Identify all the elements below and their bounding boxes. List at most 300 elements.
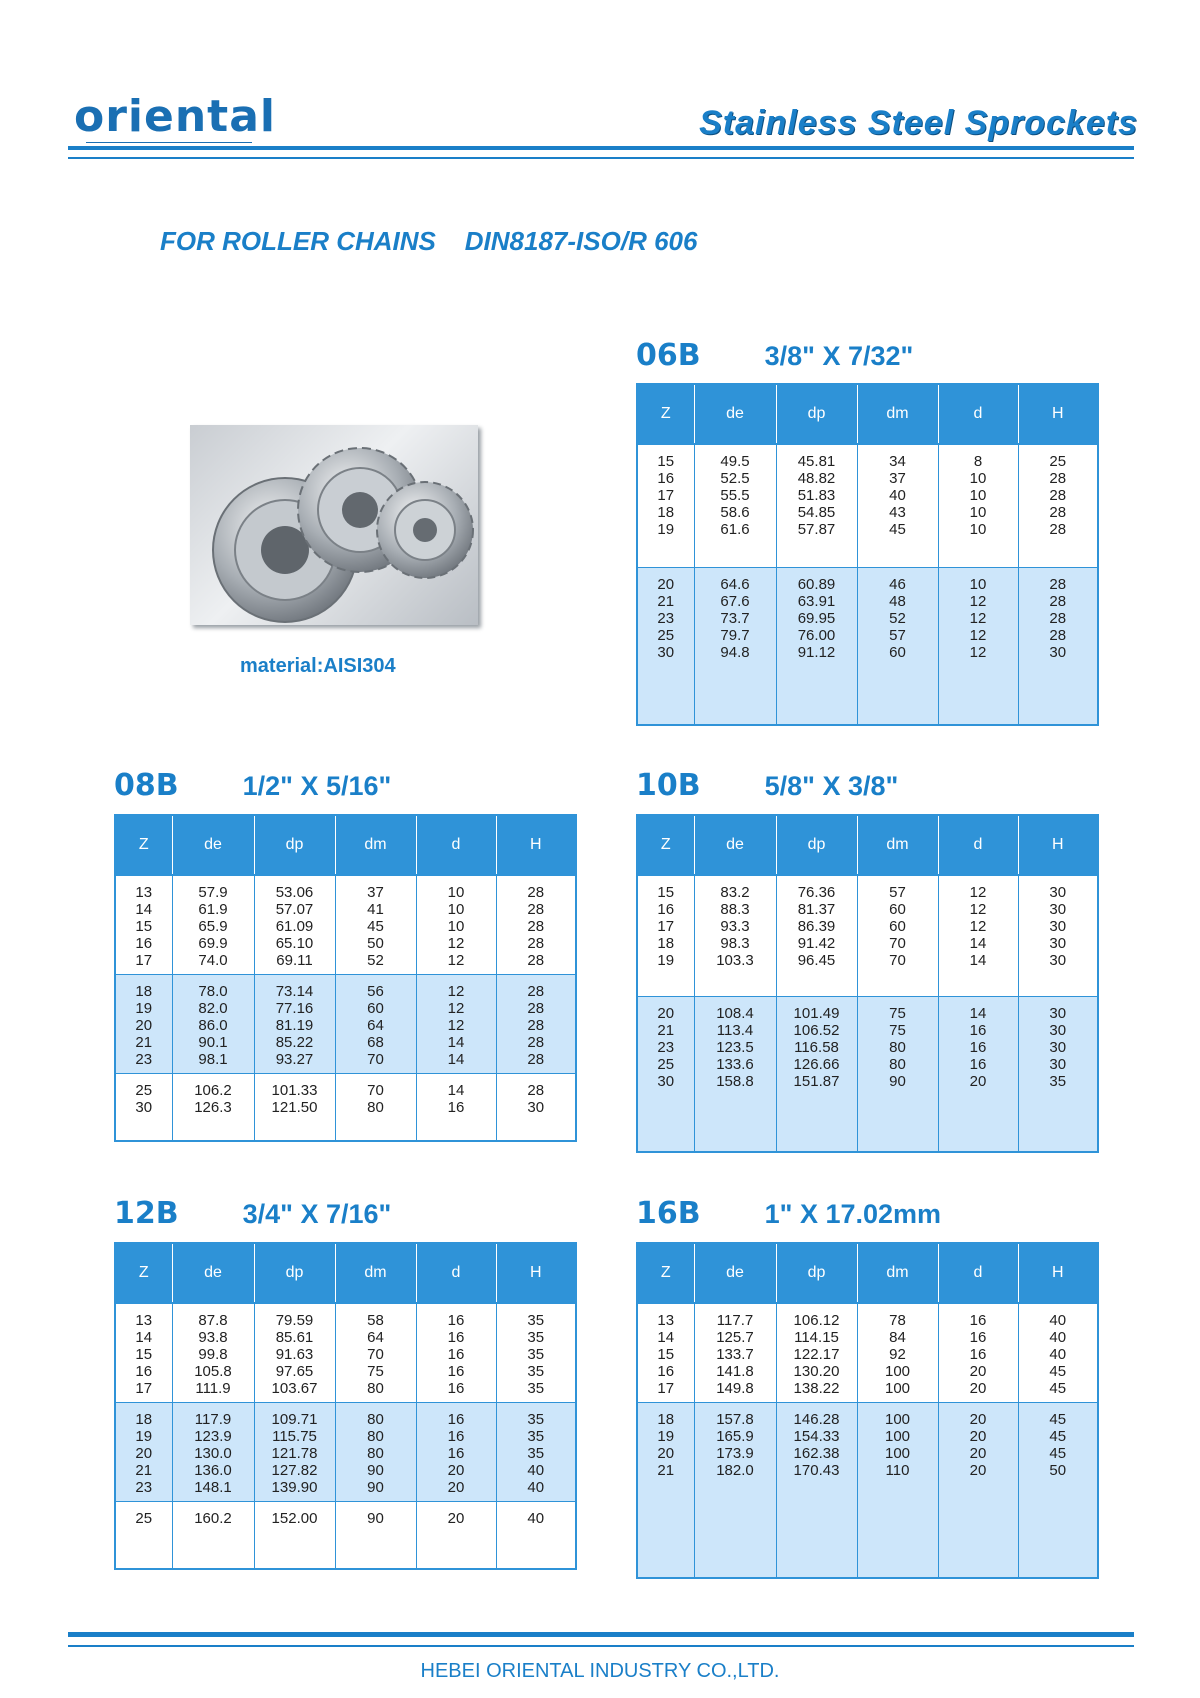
column-cell-dm bbox=[335, 1502, 416, 1570]
cell-value: 40 bbox=[1049, 1346, 1067, 1363]
cell-value: 105.8 bbox=[194, 1363, 232, 1380]
cell-value: 30 bbox=[1049, 1022, 1067, 1039]
cell-value: 16 bbox=[447, 1428, 465, 1445]
cell-value: 30 bbox=[1049, 1056, 1067, 1073]
cell-value: 19 bbox=[657, 521, 675, 538]
column-cell-de bbox=[694, 875, 776, 997]
cell-value: 37 bbox=[889, 470, 906, 487]
column-header: dm bbox=[335, 815, 416, 875]
cell-value: 93.3 bbox=[720, 918, 750, 935]
table-row-group bbox=[637, 568, 1098, 726]
cell-value: 10 bbox=[447, 918, 465, 935]
cell-value: 83.2 bbox=[720, 884, 750, 901]
cell-value: 20 bbox=[969, 1428, 987, 1445]
cell-value: 73.7 bbox=[720, 610, 750, 627]
cell-value: 23 bbox=[135, 1051, 153, 1068]
column-header: de bbox=[172, 815, 254, 875]
cell-value: 45.81 bbox=[797, 453, 836, 470]
cell-value: 43 bbox=[889, 504, 906, 521]
cell-value: 16 bbox=[447, 1312, 465, 1329]
cell-value: 100 bbox=[884, 1445, 911, 1462]
cell-value: 130.0 bbox=[194, 1445, 232, 1462]
chain-code: 16B bbox=[636, 1196, 701, 1231]
cell-value: 51.83 bbox=[797, 487, 836, 504]
cell-value: 45 bbox=[1049, 1411, 1067, 1428]
cell-value: 28 bbox=[527, 983, 545, 1000]
cell-value: 30 bbox=[1049, 1005, 1067, 1022]
cell-value: 35 bbox=[527, 1380, 545, 1397]
column-header: d bbox=[416, 1243, 496, 1303]
cell-value: 158.8 bbox=[716, 1073, 754, 1090]
section-heading-16b bbox=[636, 1196, 941, 1231]
cell-value: 125.7 bbox=[716, 1329, 754, 1346]
cell-value: 12 bbox=[969, 918, 987, 935]
column-cell-h bbox=[496, 875, 576, 975]
chain-code: 12B bbox=[114, 1196, 179, 1231]
column-header: dm bbox=[335, 1243, 416, 1303]
cell-value: 60 bbox=[889, 644, 906, 661]
cell-value: 14 bbox=[969, 1005, 987, 1022]
cell-value: 20 bbox=[135, 1017, 153, 1034]
cell-value: 16 bbox=[447, 1099, 465, 1116]
cell-value: 81.19 bbox=[275, 1017, 314, 1034]
cell-value: 40 bbox=[527, 1510, 545, 1527]
cell-value: 16 bbox=[969, 1346, 987, 1363]
cell-value: 30 bbox=[527, 1099, 545, 1116]
cell-value: 154.33 bbox=[793, 1428, 840, 1445]
cell-value: 92 bbox=[889, 1346, 906, 1363]
column-cell-dm bbox=[857, 1403, 938, 1579]
cell-value: 160.2 bbox=[194, 1510, 232, 1527]
cell-value: 12 bbox=[969, 593, 987, 610]
cell-value: 117.9 bbox=[194, 1411, 232, 1428]
cell-value: 14 bbox=[135, 901, 153, 918]
cell-value: 12 bbox=[969, 884, 987, 901]
cell-value: 60.89 bbox=[797, 576, 836, 593]
chain-code: 08B bbox=[114, 768, 179, 803]
logo-text: oriental bbox=[74, 91, 276, 142]
cell-value: 20 bbox=[969, 1380, 987, 1397]
cell-value: 182.0 bbox=[716, 1462, 754, 1479]
cell-value: 91.42 bbox=[797, 935, 836, 952]
cell-value: 17 bbox=[657, 487, 675, 504]
column-cell-z bbox=[637, 444, 694, 568]
cell-value: 173.9 bbox=[716, 1445, 754, 1462]
cell-value: 79.59 bbox=[275, 1312, 314, 1329]
cell-value: 19 bbox=[657, 1428, 675, 1445]
cell-value: 48.82 bbox=[797, 470, 836, 487]
cell-value: 28 bbox=[527, 1000, 545, 1017]
column-cell-d bbox=[416, 875, 496, 975]
cell-value: 100 bbox=[884, 1411, 911, 1428]
cell-value: 64 bbox=[367, 1017, 384, 1034]
cell-value: 139.90 bbox=[271, 1479, 318, 1496]
cell-value: 48 bbox=[889, 593, 906, 610]
cell-value: 152.00 bbox=[271, 1510, 318, 1527]
cell-value: 90 bbox=[367, 1479, 384, 1496]
cell-value: 16 bbox=[969, 1056, 987, 1073]
cell-value: 162.38 bbox=[793, 1445, 840, 1462]
cell-value: 98.3 bbox=[720, 935, 750, 952]
column-cell-dp bbox=[776, 568, 857, 726]
cell-value: 19 bbox=[657, 952, 675, 969]
cell-value: 86.39 bbox=[797, 918, 836, 935]
cell-value: 80 bbox=[889, 1056, 906, 1073]
cell-value: 16 bbox=[969, 1022, 987, 1039]
column-cell-h bbox=[496, 1074, 576, 1142]
column-header: dm bbox=[857, 815, 938, 875]
cell-value: 138.22 bbox=[793, 1380, 840, 1397]
column-cell-h bbox=[1018, 1403, 1098, 1579]
column-cell-dp bbox=[776, 1403, 857, 1579]
cell-value: 117.7 bbox=[716, 1312, 754, 1329]
cell-value: 30 bbox=[1049, 884, 1067, 901]
cell-value: 28 bbox=[527, 1017, 545, 1034]
cell-value: 100 bbox=[884, 1363, 911, 1380]
column-header: de bbox=[694, 1243, 776, 1303]
column-cell-h bbox=[496, 1502, 576, 1570]
cell-value: 75 bbox=[889, 1022, 906, 1039]
column-cell-de bbox=[172, 975, 254, 1074]
cell-value: 100 bbox=[884, 1380, 911, 1397]
table-row-group bbox=[115, 1074, 576, 1142]
cell-value: 91.63 bbox=[275, 1346, 314, 1363]
cell-value: 115.75 bbox=[272, 1428, 317, 1445]
cell-value: 23 bbox=[657, 1039, 675, 1056]
column-header: d bbox=[416, 815, 496, 875]
cell-value: 20 bbox=[969, 1363, 987, 1380]
cell-value: 70 bbox=[889, 935, 906, 952]
cell-value: 16 bbox=[447, 1445, 465, 1462]
cell-value: 46 bbox=[889, 576, 906, 593]
table-row-group bbox=[637, 875, 1098, 997]
cell-value: 10 bbox=[447, 884, 465, 901]
sprocket-table-06b bbox=[636, 383, 1099, 726]
cell-value: 101.33 bbox=[271, 1082, 318, 1099]
column-cell-d bbox=[416, 1074, 496, 1142]
cell-value: 14 bbox=[969, 935, 987, 952]
cell-value: 16 bbox=[447, 1346, 465, 1363]
cell-value: 106.52 bbox=[793, 1022, 840, 1039]
section-heading-06b bbox=[636, 338, 913, 373]
column-cell-de bbox=[694, 997, 776, 1153]
cell-value: 28 bbox=[527, 884, 545, 901]
cell-value: 130.20 bbox=[793, 1363, 840, 1380]
cell-value: 23 bbox=[657, 610, 675, 627]
cell-value: 81.37 bbox=[797, 901, 836, 918]
cell-value: 16 bbox=[657, 901, 675, 918]
column-cell-de bbox=[172, 1303, 254, 1403]
cell-value: 12 bbox=[447, 983, 465, 1000]
cell-value: 73.14 bbox=[275, 983, 314, 1000]
cell-value: 41 bbox=[367, 901, 384, 918]
table-row-group bbox=[115, 1502, 576, 1570]
cell-value: 35 bbox=[527, 1346, 545, 1363]
sprocket-table-12b bbox=[114, 1242, 577, 1570]
cell-value: 67.6 bbox=[720, 593, 750, 610]
cell-value: 53.06 bbox=[275, 884, 314, 901]
cell-value: 80 bbox=[889, 1039, 906, 1056]
cell-value: 21 bbox=[135, 1462, 153, 1479]
column-header: de bbox=[694, 384, 776, 444]
cell-value: 69.9 bbox=[198, 935, 228, 952]
cell-value: 21 bbox=[657, 593, 675, 610]
cell-value: 16 bbox=[447, 1363, 465, 1380]
cell-value: 69.95 bbox=[797, 610, 836, 627]
cell-value: 20 bbox=[447, 1462, 465, 1479]
cell-value: 40 bbox=[527, 1462, 545, 1479]
column-cell-de bbox=[694, 444, 776, 568]
sprocket-table-10b bbox=[636, 814, 1099, 1153]
cell-value: 60 bbox=[367, 1000, 384, 1017]
column-header: dm bbox=[857, 384, 938, 444]
cell-value: 57 bbox=[889, 884, 906, 901]
cell-value: 40 bbox=[1049, 1329, 1067, 1346]
cell-value: 165.9 bbox=[716, 1428, 754, 1445]
cell-value: 21 bbox=[657, 1462, 675, 1479]
column-cell-dp bbox=[254, 1074, 335, 1142]
column-header: H bbox=[496, 1243, 576, 1303]
column-cell-dp bbox=[254, 1403, 335, 1502]
cell-value: 99.8 bbox=[198, 1346, 228, 1363]
cell-value: 141.8 bbox=[716, 1363, 754, 1380]
column-header: Z bbox=[637, 384, 694, 444]
column-header: H bbox=[1018, 1243, 1098, 1303]
cell-value: 18 bbox=[657, 504, 675, 521]
cell-value: 151.87 bbox=[793, 1073, 840, 1090]
cell-value: 78 bbox=[889, 1312, 906, 1329]
sprocket-table-16b bbox=[636, 1242, 1099, 1579]
cell-value: 14 bbox=[657, 1329, 675, 1346]
cell-value: 94.8 bbox=[720, 644, 750, 661]
cell-value: 61.09 bbox=[275, 918, 314, 935]
column-cell-d bbox=[938, 444, 1018, 568]
cell-value: 84 bbox=[889, 1329, 906, 1346]
cell-value: 8 bbox=[973, 453, 983, 470]
cell-value: 14 bbox=[447, 1051, 465, 1068]
cell-value: 45 bbox=[889, 521, 906, 538]
cell-value: 28 bbox=[527, 952, 545, 969]
cell-value: 52.5 bbox=[720, 470, 750, 487]
column-cell-de bbox=[694, 568, 776, 726]
chain-code: 10B bbox=[636, 768, 701, 803]
chain-size: 3/8" X 7/32" bbox=[764, 341, 914, 371]
column-cell-de bbox=[694, 1403, 776, 1579]
column-cell-h bbox=[496, 1303, 576, 1403]
column-header: Z bbox=[637, 1243, 694, 1303]
column-cell-d bbox=[416, 1502, 496, 1570]
table-row-group bbox=[637, 1303, 1098, 1403]
cell-value: 28 bbox=[1049, 504, 1067, 521]
chain-size: 3/4" X 7/16" bbox=[242, 1199, 392, 1229]
cell-value: 16 bbox=[657, 1363, 675, 1380]
cell-value: 170.43 bbox=[793, 1462, 840, 1479]
column-cell-h bbox=[1018, 875, 1098, 997]
column-cell-z bbox=[637, 997, 694, 1153]
chain-size: 1" X 17.02mm bbox=[764, 1199, 942, 1229]
cell-value: 12 bbox=[447, 1000, 465, 1017]
column-cell-de bbox=[172, 1502, 254, 1570]
cell-value: 103.3 bbox=[716, 952, 754, 969]
cell-value: 57.87 bbox=[797, 521, 836, 538]
cell-value: 70 bbox=[367, 1346, 384, 1363]
cell-value: 34 bbox=[889, 453, 906, 470]
cell-value: 40 bbox=[1049, 1312, 1067, 1329]
cell-value: 12 bbox=[969, 610, 987, 627]
cell-value: 45 bbox=[1049, 1380, 1067, 1397]
column-header: de bbox=[694, 815, 776, 875]
column-cell-d bbox=[416, 1403, 496, 1502]
cell-value: 96.45 bbox=[797, 952, 836, 969]
cell-value: 17 bbox=[135, 952, 153, 969]
column-cell-dp bbox=[254, 975, 335, 1074]
cell-value: 16 bbox=[135, 935, 153, 952]
column-cell-dp bbox=[776, 875, 857, 997]
cell-value: 127.82 bbox=[271, 1462, 318, 1479]
column-cell-h bbox=[1018, 444, 1098, 568]
chain-size: 5/8" X 3/8" bbox=[764, 771, 899, 801]
cell-value: 55.5 bbox=[720, 487, 750, 504]
cell-value: 10 bbox=[969, 576, 987, 593]
sprocket-illustration bbox=[190, 425, 478, 625]
standard-subtitle: FOR ROLLER CHAINS DIN8187-ISO/R 606 bbox=[160, 226, 698, 256]
cell-value: 16 bbox=[969, 1329, 987, 1346]
cell-value: 28 bbox=[1049, 593, 1067, 610]
cell-value: 30 bbox=[1049, 1039, 1067, 1056]
column-header: Z bbox=[115, 815, 172, 875]
column-cell-h bbox=[1018, 568, 1098, 726]
cell-value: 45 bbox=[1049, 1428, 1067, 1445]
cell-value: 49.5 bbox=[720, 453, 750, 470]
cell-value: 20 bbox=[969, 1445, 987, 1462]
column-header: Z bbox=[115, 1243, 172, 1303]
cell-value: 103.67 bbox=[271, 1380, 318, 1397]
cell-value: 35 bbox=[527, 1329, 545, 1346]
cell-value: 30 bbox=[1049, 644, 1067, 661]
column-cell-z bbox=[637, 568, 694, 726]
cell-value: 86.0 bbox=[198, 1017, 228, 1034]
material-label: material:AISI304 bbox=[240, 655, 396, 677]
cell-value: 90 bbox=[889, 1073, 906, 1090]
cell-value: 68 bbox=[367, 1034, 384, 1051]
cell-value: 28 bbox=[1049, 576, 1067, 593]
cell-value: 57.07 bbox=[275, 901, 314, 918]
table-row-group bbox=[115, 1403, 576, 1502]
cell-value: 15 bbox=[657, 884, 675, 901]
cell-value: 93.8 bbox=[198, 1329, 228, 1346]
column-cell-z bbox=[115, 1074, 172, 1142]
cell-value: 133.7 bbox=[716, 1346, 754, 1363]
column-header: H bbox=[496, 815, 576, 875]
cell-value: 126.66 bbox=[793, 1056, 840, 1073]
cell-value: 60 bbox=[889, 918, 906, 935]
cell-value: 30 bbox=[1049, 935, 1067, 952]
cell-value: 20 bbox=[657, 576, 675, 593]
footer-rule bbox=[68, 1632, 1134, 1637]
cell-value: 35 bbox=[527, 1445, 545, 1462]
cell-value: 17 bbox=[135, 1380, 153, 1397]
cell-value: 52 bbox=[367, 952, 384, 969]
cell-value: 20 bbox=[657, 1005, 675, 1022]
cell-value: 65.10 bbox=[275, 935, 314, 952]
cell-value: 35 bbox=[527, 1428, 545, 1445]
column-cell-dp bbox=[776, 1303, 857, 1403]
cell-value: 88.3 bbox=[720, 901, 750, 918]
cell-value: 28 bbox=[1049, 627, 1067, 644]
column-header: dp bbox=[254, 1243, 335, 1303]
cell-value: 70 bbox=[367, 1082, 384, 1099]
cell-value: 28 bbox=[1049, 487, 1067, 504]
company-name: HEBEI ORIENTAL INDUSTRY CO.,LTD. bbox=[420, 1660, 780, 1682]
cell-value: 133.6 bbox=[716, 1056, 754, 1073]
cell-value: 57 bbox=[889, 627, 906, 644]
cell-value: 12 bbox=[969, 627, 987, 644]
cell-value: 116.58 bbox=[794, 1039, 839, 1056]
cell-value: 18 bbox=[657, 935, 675, 952]
column-cell-z bbox=[115, 875, 172, 975]
cell-value: 93.27 bbox=[275, 1051, 314, 1068]
cell-value: 28 bbox=[527, 1082, 545, 1099]
cell-value: 28 bbox=[527, 901, 545, 918]
cell-value: 149.8 bbox=[716, 1380, 754, 1397]
column-cell-dm bbox=[857, 568, 938, 726]
cell-value: 52 bbox=[889, 610, 906, 627]
cell-value: 16 bbox=[447, 1329, 465, 1346]
cell-value: 16 bbox=[135, 1363, 153, 1380]
cell-value: 45 bbox=[367, 918, 384, 935]
column-cell-dm bbox=[857, 444, 938, 568]
cell-value: 60 bbox=[889, 901, 906, 918]
cell-value: 106.2 bbox=[194, 1082, 232, 1099]
cell-value: 57.9 bbox=[198, 884, 228, 901]
cell-value: 113.4 bbox=[716, 1022, 754, 1039]
column-header: dm bbox=[857, 1243, 938, 1303]
cell-value: 56 bbox=[367, 983, 384, 1000]
table-row-group bbox=[115, 1303, 576, 1403]
column-cell-dm bbox=[857, 997, 938, 1153]
cell-value: 10 bbox=[969, 487, 987, 504]
cell-value: 10 bbox=[969, 470, 987, 487]
column-cell-dm bbox=[335, 975, 416, 1074]
cell-value: 54.85 bbox=[797, 504, 836, 521]
cell-value: 70 bbox=[889, 952, 906, 969]
cell-value: 20 bbox=[135, 1445, 153, 1462]
cell-value: 17 bbox=[657, 918, 675, 935]
cell-value: 106.12 bbox=[793, 1312, 840, 1329]
column-cell-d bbox=[938, 997, 1018, 1153]
table-row-group bbox=[637, 444, 1098, 568]
cell-value: 40 bbox=[889, 487, 906, 504]
cell-value: 63.91 bbox=[797, 593, 836, 610]
cell-value: 76.00 bbox=[797, 627, 836, 644]
cell-value: 45 bbox=[1049, 1363, 1067, 1380]
cell-value: 19 bbox=[135, 1428, 153, 1445]
cell-value: 121.78 bbox=[271, 1445, 318, 1462]
cell-value: 90 bbox=[367, 1462, 384, 1479]
cell-value: 15 bbox=[135, 918, 153, 935]
cell-value: 61.9 bbox=[198, 901, 228, 918]
header-rule bbox=[68, 146, 1134, 150]
column-cell-d bbox=[938, 875, 1018, 997]
cell-value: 80 bbox=[367, 1380, 384, 1397]
cell-value: 13 bbox=[135, 1312, 153, 1329]
cell-value: 18 bbox=[135, 1411, 153, 1428]
cell-value: 50 bbox=[367, 935, 384, 952]
cell-value: 75 bbox=[889, 1005, 906, 1022]
column-header: H bbox=[1018, 384, 1098, 444]
column-cell-d bbox=[938, 568, 1018, 726]
column-header: de bbox=[172, 1243, 254, 1303]
